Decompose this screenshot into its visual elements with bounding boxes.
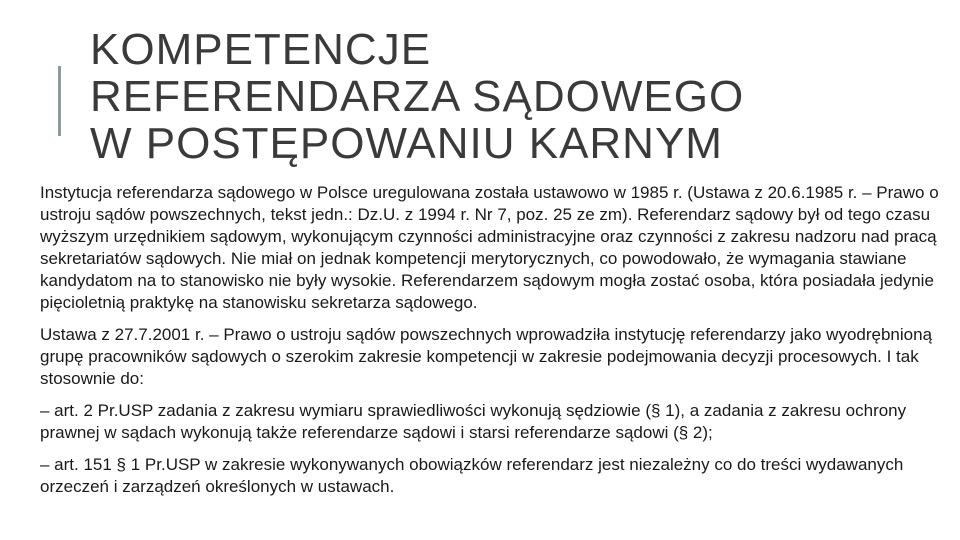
paragraph-art-2: – art. 2 Pr.USP zadania z zakresu wymiaru sprawiedliwości wykonują sędziowie (§ 1), a zadania z zakresu ochrony prawnej w sądach wykonują także referendarze sądowi i starsi referendarze sądowi (§ 2); xyxy=(40,401,907,442)
paragraph-2001-act: Ustawa z 27.7.2001 r. – Prawo o ustroju sądów powszechnych wprowadziła instytucję referendarzy jako wyodrębnioną grupę pracowników sądowych o szerokim zakresie kompetencji w zakresie podejmowania decyzji procesowych. I tak stosownie do: xyxy=(40,325,933,388)
slide-title-line-2: REFERENDARZA SĄDOWEGO xyxy=(90,72,745,121)
slide-title-line-3: W POSTĘPOWANIU KARNYM xyxy=(90,119,723,168)
paragraph-history: Instytucja referendarza sądowego w Polsce uregulowana została ustawowo w 1985 r. (Ustawa z 20.6.1985 r. – Prawo o ustroju sądów powszechnych, tekst jedn.: Dz.U. z 1994 r. Nr 7, poz. 25 ze zm). Referendarz sądowy był od tego czasu wyższym urzędnikiem sądowym, wykonującym czynności administracyjne oraz czynności z zakresu nadzoru nad pracą sekretariatów sądowych. Nie miał on jednak kompetencji merytorycznych, co powodowało, że wymagania stawiane kandydatom na to stanowisko nie były wysokie. Referendarzem sądowym mogła zostać osoba, która posiadała jedynie pięcioletnią praktykę na stanowisku sekretarza sądowego. xyxy=(40,183,939,312)
slide-body xyxy=(40,182,956,508)
slide-title xyxy=(90,26,744,167)
slide-title-line-1: KOMPETENCJE xyxy=(90,25,432,74)
paragraph-art-151: – art. 151 § 1 Pr.USP w zakresie wykonywanych obowiązków referendarz jest niezależny co do treści wydawanych orzeczeń i zarządzeń określonych w ustawach. xyxy=(40,455,904,496)
title-accent-bar xyxy=(58,66,61,136)
